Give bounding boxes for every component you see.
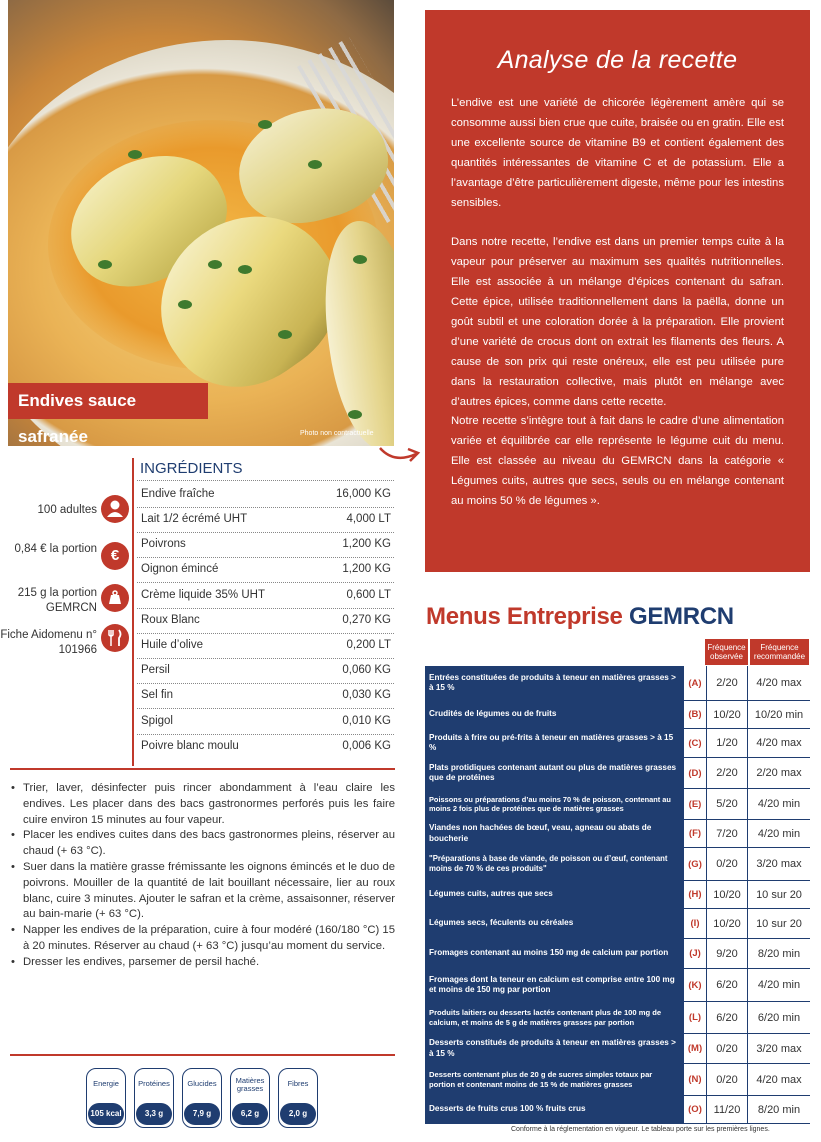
- recommended-frequency: 8/20 min: [748, 939, 810, 968]
- portion-weight-text: 215 g la portion GEMRCN: [17, 587, 97, 614]
- row-code: (O): [684, 1096, 706, 1123]
- parsley-leaf: [208, 260, 222, 269]
- ingredient-quantity: 0,600 LT: [346, 589, 391, 601]
- table-row: [425, 848, 810, 881]
- ingredient-name: Oignon émincé: [141, 563, 219, 575]
- ingredient-quantity: 1,200 KG: [342, 538, 391, 550]
- ingredient-row: [141, 689, 391, 714]
- table-row: [425, 1002, 810, 1034]
- parsley-leaf: [353, 255, 367, 264]
- nutrition-value: 2,0 g: [280, 1103, 316, 1125]
- nutrition-value: 7,9 g: [184, 1103, 220, 1125]
- observed-frequency: 7/20: [707, 820, 747, 847]
- nutrition-energy: [86, 1068, 126, 1128]
- dotted-divider: [137, 532, 394, 533]
- column-header-recommended: Fréquence recommandée: [750, 639, 809, 665]
- row-code: (J): [684, 939, 706, 968]
- recommended-frequency: 8/20 min: [748, 1096, 810, 1123]
- recipe-title-badge: Endives sauce safranée: [8, 383, 208, 419]
- recommended-frequency: 4/20 min: [748, 789, 810, 819]
- observed-frequency: 0/20: [707, 848, 747, 880]
- table-row: [425, 939, 810, 969]
- divider: [132, 458, 134, 766]
- row-code: (H): [684, 881, 706, 908]
- ingredient-row: [141, 589, 391, 614]
- table-row: [425, 909, 810, 939]
- ingredient-row: [141, 614, 391, 639]
- ingredient-quantity: 1,200 KG: [342, 563, 391, 575]
- observed-frequency: 0/20: [707, 1034, 747, 1063]
- row-label: Légumes cuits, autres que secs: [425, 881, 683, 908]
- recommended-frequency: 2/20 max: [748, 758, 810, 788]
- step-item: • Napper les endives de la préparation, cuire à four modéré (160/180 °C) 15 à 20 minutes. Réserver au chaud (+ 63 °C) jusqu’au moment du service.: [10, 923, 395, 955]
- cutlery-icon: [101, 624, 129, 652]
- recipe-analysis-panel: [425, 10, 810, 572]
- ingredient-row: [141, 740, 391, 765]
- frequency-table: [425, 666, 810, 1124]
- analysis-paragraph: L’endive est une variété de chicorée légèrement amère qui se consomme aussi bien crue que cuite, braisée ou en gratin. Elle est une excellente source de vitamine B9 et contient également des quantités intéressantes de vitamine C et de potassium. Elle a l’avantage d’être particulièrement digeste, même pour les intestins sensibles.: [451, 97, 784, 209]
- ingredient-quantity: 0,200 LT: [346, 639, 391, 651]
- row-code: (G): [684, 848, 706, 880]
- recommended-frequency: 4/20 max: [748, 666, 810, 700]
- nutrition-value: 6,2 g: [232, 1103, 268, 1125]
- observed-frequency: 5/20: [707, 789, 747, 819]
- divider: [10, 1054, 395, 1056]
- step-item: • Trier, laver, désinfecter puis rincer abondamment à l’eau claire les endives. Les placer dans des bacs gastronormes perforés puis les faire cuire environ 15 minutes au four vapeur.: [10, 781, 395, 828]
- servings-text: 100 adultes: [37, 504, 97, 516]
- portion-weight-info: [6, 586, 130, 620]
- observed-frequency: 10/20: [707, 881, 747, 908]
- table-row: [425, 969, 810, 1002]
- observed-frequency: 6/20: [707, 969, 747, 1001]
- table-row: [425, 1064, 810, 1096]
- ingredient-row: [141, 563, 391, 588]
- row-code: (L): [684, 1002, 706, 1033]
- observed-frequency: 0/20: [707, 1064, 747, 1095]
- row-code: (I): [684, 909, 706, 938]
- nutrition-value: 105 kcal: [88, 1103, 124, 1125]
- ingredient-row: [141, 488, 391, 513]
- ingredient-quantity: 0,006 KG: [342, 740, 391, 752]
- recommended-frequency: 6/20 min: [748, 1002, 810, 1033]
- step-item: • Dresser les endives, parsemer de persil haché.: [10, 955, 395, 971]
- row-label: Entrées constituées de produits à teneur en matières grasses > à 15 %: [425, 666, 683, 700]
- row-label: Fromages dont la teneur en calcium est comprise entre 100 mg et moins de 150 mg par portion: [425, 969, 683, 1001]
- parsley-leaf: [98, 260, 112, 269]
- nutrition-fat: [230, 1068, 270, 1128]
- ingredient-row: [141, 664, 391, 689]
- row-label: Desserts contenant plus de 20 g de sucres simples totaux par portion et contenant moins de 15 % de matières grasses: [425, 1064, 683, 1095]
- row-label: "Préparations à base de viande, de poisson ou d’œuf, contenant moins de 70 % de ces produits": [425, 848, 683, 880]
- nutrition-value: 3,3 g: [136, 1103, 172, 1125]
- ingredients-title: INGRÉDIENTS: [140, 460, 243, 477]
- dotted-divider: [137, 683, 394, 684]
- divider: [10, 768, 395, 770]
- euro-icon: €: [101, 542, 129, 570]
- ingredient-row: [141, 513, 391, 538]
- ingredient-row: [141, 538, 391, 563]
- observed-frequency: 2/20: [707, 666, 747, 700]
- ingredient-name: Roux Blanc: [141, 614, 200, 626]
- nutrition-carbs: [182, 1068, 222, 1128]
- dotted-divider: [137, 582, 394, 583]
- recommended-frequency: 10 sur 20: [748, 909, 810, 938]
- row-code: (A): [684, 666, 706, 700]
- row-code: (D): [684, 758, 706, 788]
- ingredient-row: [141, 715, 391, 740]
- ingredient-quantity: 0,270 KG: [342, 614, 391, 626]
- scale-weight-icon: [101, 584, 129, 612]
- recommended-frequency: 4/20 max: [748, 729, 810, 757]
- table-row: [425, 881, 810, 909]
- row-label: Plats protidiques contenant autant ou plus de matières grasses que de protéines: [425, 758, 683, 788]
- row-code: (B): [684, 701, 706, 728]
- nutrition-label: Protéines: [138, 1079, 170, 1088]
- row-label: Viandes non hachées de bœuf, veau, agneau ou abats de boucherie: [425, 820, 683, 847]
- recommended-frequency: 3/20 max: [748, 1034, 810, 1063]
- row-label: Desserts constitués de produits à teneur en matières grasses > à 15 %: [425, 1034, 683, 1063]
- ingredient-name: Sel fin: [141, 689, 173, 701]
- row-code: (N): [684, 1064, 706, 1095]
- dotted-divider: [137, 507, 394, 508]
- menu-title-red: Menus Entreprise: [426, 603, 623, 630]
- parsley-leaf: [258, 120, 272, 129]
- table-footnote: Conforme à la réglementation en vigueur. Le tableau porte sur les premières lignes.: [511, 1126, 770, 1133]
- observed-frequency: 1/20: [707, 729, 747, 757]
- menu-title-blue: GEMRCN: [628, 603, 734, 630]
- observed-frequency: 10/20: [707, 701, 747, 728]
- recommended-frequency: 10 sur 20: [748, 881, 810, 908]
- ingredient-name: Huile d’olive: [141, 639, 204, 651]
- observed-frequency: 11/20: [707, 1096, 747, 1123]
- analysis-paragraph: Dans notre recette, l’endive est dans un premier temps cuite à la vapeur pour préserver au maximum ses qualités nutritionnelles. Elle est associée à un mélange d’épices contenant du safran. Cette épice, utilisée traditionnellement dans la paëlla, donne un goût subtil et une coloration dorée à la préparation. Elle provient d’une variété de crocus dont on extrait les filaments des fleurs. A cause de son prix qui reste onéreux, elle est peu utilisée pure dans la restauration collective, mais plutôt en mélange avec d’autres épices, comme dans cette recette.: [451, 236, 784, 408]
- photo-disclaimer: Photo non contractuelle: [300, 430, 374, 437]
- row-code: (C): [684, 729, 706, 757]
- ingredient-quantity: 0,030 KG: [342, 689, 391, 701]
- preparation-steps: [10, 781, 395, 971]
- row-label: Produits laitiers ou desserts lactés contenant plus de 100 mg de calcium, et moins de 5 g de matières grasses par portion: [425, 1002, 683, 1033]
- ingredient-name: Poivre blanc moulu: [141, 740, 239, 752]
- ingredient-quantity: 0,010 KG: [342, 715, 391, 727]
- arrow-icon: [378, 442, 422, 466]
- table-row: [425, 820, 810, 848]
- recommended-frequency: 4/20 max: [748, 1064, 810, 1095]
- parsley-leaf: [308, 160, 322, 169]
- parsley-leaf: [238, 265, 252, 274]
- ingredient-name: Lait 1/2 écrémé UHT: [141, 513, 248, 525]
- dotted-divider: [137, 734, 394, 735]
- dotted-divider: [137, 633, 394, 634]
- ingredient-name: Spigol: [141, 715, 173, 727]
- table-row: [425, 789, 810, 820]
- row-code: (K): [684, 969, 706, 1001]
- nutrition-protein: [134, 1068, 174, 1128]
- recommended-frequency: 4/20 min: [748, 820, 810, 847]
- nutrition-label: Fibres: [287, 1079, 309, 1088]
- row-label: Fromages contenant au moins 150 mg de calcium par portion: [425, 939, 683, 968]
- recommended-frequency: 3/20 max: [748, 848, 810, 880]
- ingredient-quantity: 16,000 KG: [336, 488, 391, 500]
- row-code: (E): [684, 789, 706, 819]
- analysis-paragraph: Notre recette s’intègre tout à fait dans le cadre d’une alimentation variée et équilibrée car elle représente le légume cuit du menu. Elle est classée au niveau du GEMRCN dans la catégorie « Légumes cuits, autres que secs, seuls ou en mélange contenant au moins 50 % de légumes ».: [451, 415, 784, 508]
- table-row: [425, 1034, 810, 1064]
- column-header-observed: Fréquence observée: [705, 639, 748, 665]
- nutrition-label: Matières grasses: [235, 1076, 265, 1093]
- analysis-body: [451, 94, 784, 512]
- recipe-sheet-info: [0, 628, 130, 662]
- ingredient-row: [141, 639, 391, 664]
- ingredient-name: Poivrons: [141, 538, 186, 550]
- table-row: [425, 1096, 810, 1124]
- recommended-frequency: 10/20 min: [748, 701, 810, 728]
- recipe-sheet-text: Fiche Aidomenu n° 101966: [0, 629, 97, 656]
- price-info: [6, 542, 130, 576]
- menu-section-title: [426, 603, 734, 631]
- ingredient-name: Crème liquide 35% UHT: [141, 589, 265, 601]
- row-label: Légumes secs, féculents ou céréales: [425, 909, 683, 938]
- table-row: [425, 758, 810, 789]
- nutrition-label: Energie: [93, 1079, 119, 1088]
- step-item: • Suer dans la matière grasse frémissante les oignons émincés et le duo de poivrons. Mouiller de la quantité de lait bouillant nécessaire, lier au roux blanc, cuire 3 minutes. Ajouter le safran et la crème, assaisonner, réserver au bain-marie (+ 63 °C).: [10, 860, 395, 923]
- dotted-divider: [137, 708, 394, 709]
- person-icon: [101, 495, 129, 523]
- observed-frequency: 10/20: [707, 909, 747, 938]
- servings-info: [6, 502, 130, 536]
- parsley-leaf: [278, 330, 292, 339]
- row-label: Poissons ou préparations d’au moins 70 % de poisson, contenant au moins 2 fois plus de protéines que de matières grasses: [425, 789, 683, 819]
- ingredient-quantity: 0,060 KG: [342, 664, 391, 676]
- dotted-divider: [137, 608, 394, 609]
- ingredient-name: Endive fraîche: [141, 488, 215, 500]
- parsley-leaf: [348, 410, 362, 419]
- table-row: [425, 701, 810, 729]
- nutrition-fiber: [278, 1068, 318, 1128]
- observed-frequency: 2/20: [707, 758, 747, 788]
- analysis-title: Analyse de la recette: [497, 46, 738, 74]
- observed-frequency: 9/20: [707, 939, 747, 968]
- step-item: • Placer les endives cuites dans des bacs gastronormes pleins, réserver au chaud (+ 63 °C).: [10, 828, 395, 860]
- table-row: [425, 666, 810, 701]
- recommended-frequency: 4/20 min: [748, 969, 810, 1001]
- row-code: (M): [684, 1034, 706, 1063]
- table-row: [425, 729, 810, 758]
- observed-frequency: 6/20: [707, 1002, 747, 1033]
- parsley-leaf: [178, 300, 192, 309]
- dotted-divider: [137, 480, 394, 481]
- recipe-photo: [8, 0, 394, 446]
- dotted-divider: [137, 557, 394, 558]
- row-label: Produits à frire ou pré-frits à teneur en matières grasses > à 15 %: [425, 729, 683, 757]
- price-text: 0,84 € la portion: [14, 543, 97, 555]
- parsley-leaf: [128, 150, 142, 159]
- nutrition-label: Glucides: [187, 1079, 217, 1088]
- row-label: Desserts de fruits crus 100 % fruits crus: [425, 1096, 683, 1123]
- row-code: (F): [684, 820, 706, 847]
- ingredient-quantity: 4,000 LT: [346, 513, 391, 525]
- row-label: Crudités de légumes ou de fruits: [425, 701, 683, 728]
- dotted-divider: [137, 658, 394, 659]
- ingredient-name: Persil: [141, 664, 170, 676]
